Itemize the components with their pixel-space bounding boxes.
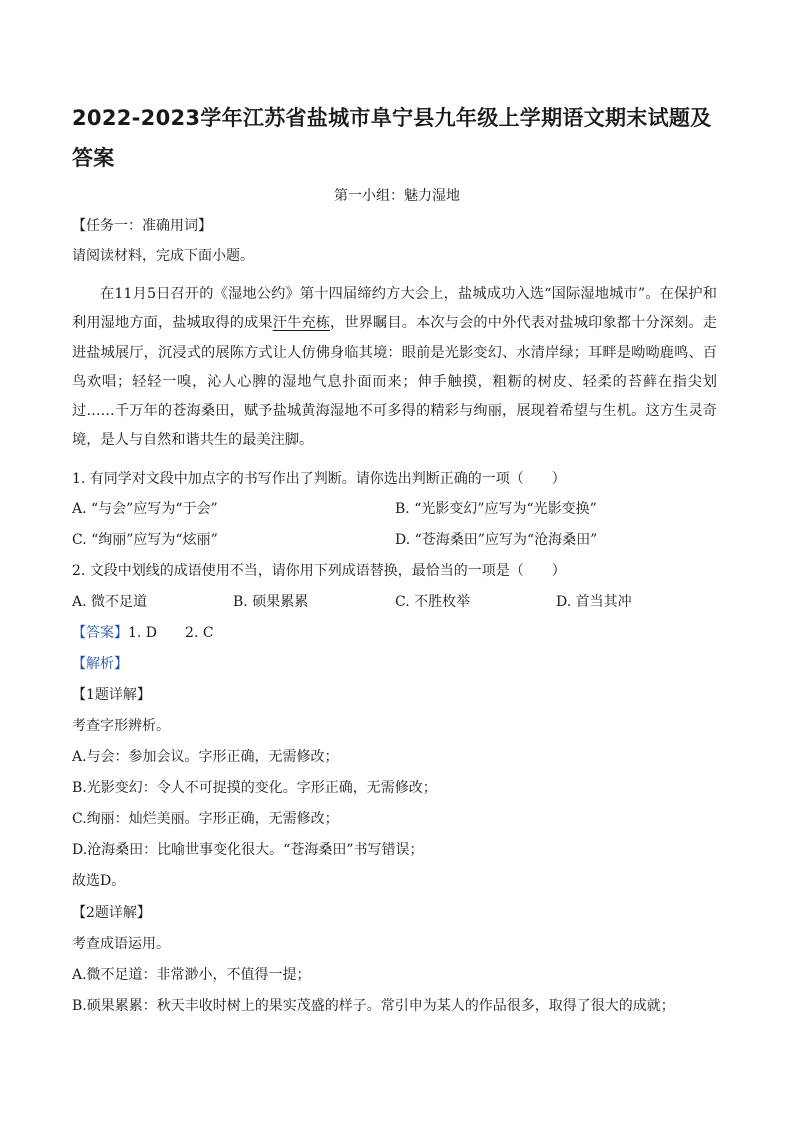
section-title: 第一小组：魅力湿地 xyxy=(334,188,460,204)
detail-2-intro: 考查成语运用。 xyxy=(72,936,170,952)
detail-2-option-a: A.微不足道：非常渺小，不值得一提； xyxy=(72,967,311,983)
detail-1-option-a: A.与会：参加会议。字形正确，无需修改； xyxy=(72,749,339,765)
question-1-stem: 1. 有同学对文段中加点字的书写作出了判断。请你选出判断正确的一项（ ） xyxy=(72,471,566,487)
question-1-option-a: A. “与会”应写为“于会” xyxy=(72,501,218,517)
question-2-option-d: D. 首当其冲 xyxy=(556,594,632,610)
detail-1-intro: 考查字形辨析。 xyxy=(72,718,170,734)
underlined-idiom: 汗牛充栋 xyxy=(272,315,331,332)
detail-1-conclusion: 故选D。 xyxy=(72,873,126,889)
analysis-label: 【解析】 xyxy=(72,656,128,672)
question-2-option-a: A. 微不足道 xyxy=(72,594,148,610)
detail-1-option-d: D.沧海桑田：比喻世事变化很大。“苍海桑田”书写错误； xyxy=(72,842,424,858)
answer-text: 1. D 2. C xyxy=(128,625,214,641)
detail-1-option-b: B.光影变幻：令人不可捉摸的变化。字形正确，无需修改； xyxy=(72,780,437,796)
question-1-option-d: D. “苍海桑田”应写为“沧海桑田” xyxy=(395,532,598,548)
detail-1-heading: 【1题详解】 xyxy=(72,687,151,703)
detail-2-heading: 【2题详解】 xyxy=(72,905,151,921)
passage-part-2: ，世界瞩目。本次与会的中外代表对盐城印象都十分深刻。走进盐城展厅，沉浸式的展陈方式让人仿佛身临其境：眼前是光影变幻、水清岸绿；耳畔是呦呦鹿鸣、百鸟欢唱；轻轻一嗅，沁人心脾的湿地气息扑面而来；伸手触摸，粗粝的树皮、轻柔的苔藓在指尖划过……千万年的苍海桑田，赋予盐城黄海湿地不可多得的精彩与绚丽，展现着希望与生机。这方生灵奇境，是人与自然和谐共生的最美注脚。 xyxy=(72,315,717,449)
reading-passage xyxy=(72,280,717,456)
question-2-option-b: B. 硕果累累 xyxy=(233,594,309,610)
question-2-option-c: C. 不胜枚举 xyxy=(395,594,471,610)
answer-line xyxy=(72,623,214,643)
passage-part-1: 在11月5日召开的《湿地公约》第十四届缔约方大会上，盐城成功入选“国际湿地城市”。在保护和利用湿地方面，盐城取得的成果 xyxy=(72,286,717,332)
question-2-stem: 2. 文段中划线的成语使用不当，请你用下列成语替换，最恰当的一项是（ ） xyxy=(72,563,566,579)
detail-2-option-b: B.硕果累累：秋天丰收时树上的果实茂盛的样子。常引申为某人的作品很多，取得了很大的成就； xyxy=(72,998,675,1014)
detail-1-option-c: C.绚丽：灿烂美丽。字形正确，无需修改； xyxy=(72,811,339,827)
instruction-text: 请阅读材料，完成下面小题。 xyxy=(72,248,254,264)
question-1-option-c: C. “绚丽”应写为“炫丽” xyxy=(72,532,218,548)
answer-label: 【答案】 xyxy=(72,625,128,641)
question-1-option-b: B. “光影变幻”应写为“光影变换” xyxy=(395,501,597,517)
page-title: 2022-2023学年江苏省盐城市阜宁县九年级上学期语文期末试题及答案 xyxy=(72,106,712,170)
task-heading: 【任务一：准确用词】 xyxy=(72,218,212,234)
